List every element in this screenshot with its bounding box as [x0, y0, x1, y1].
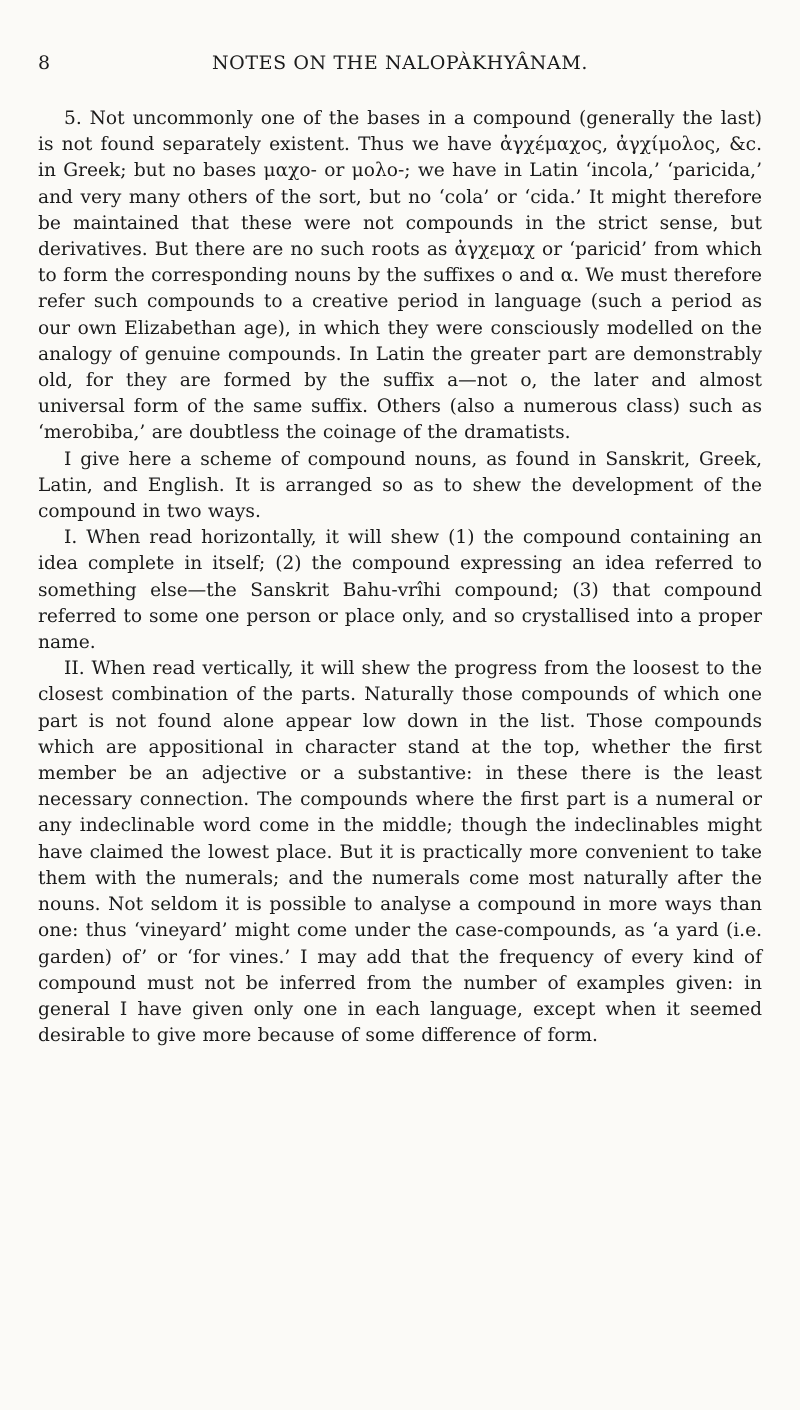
paragraph-vertical-reading: II. When read vertically, it will shew the progress from the loosest to the closest combination of the parts. Naturally those compounds of which one part is not found alone appear low down in the list. Those compounds which are appositional in character stand at the top, whether the first member be an adjective or a substantive: in these there is the least necessary connection. The compounds where the first part is a numeral or any indeclinable word come in the middle; though the indeclinables might have claimed the lowest place. But it is practically more convenient to take them with the numerals; and the numerals come most naturally after the nouns. Not seldom it is possible to analyse a compound in more ways than one: thus ‘vineyard’ might come under the case-compounds, as ‘a yard (i.e. garden) of’ or ‘for vines.’ I may add that the frequency of every kind of compound must not be inferred from the number of examples given: in general I have given only one in each language, except when it seemed desirable to give more because of some difference of form.: [38, 658, 762, 1047]
running-title: NOTES ON THE NALOPÀKHYÂNAM.: [211, 52, 589, 74]
body-text: [38, 106, 762, 1049]
paragraph-horizontal-reading: I. When read horizontally, it will shew (1) the compound containing an idea complete in itself; (2) the compound expressing an idea referred to something else—the Sanskrit Bahu-vrîhi compound; (3) that compound referred to some one person or place only, and so crystallised into a proper name.: [38, 527, 762, 654]
page-number: 8: [38, 52, 51, 74]
running-head: [38, 52, 762, 80]
paragraph-scheme-intro: I give here a scheme of compound nouns, as found in Sanskrit, Greek, Latin, and English. It is arranged so as to shew the development of the compound in two ways.: [38, 448, 762, 523]
paragraph-note-5: 5. Not uncommonly one of the bases in a compound (generally the last) is not found separately existent. Thus we have ἀγχέμαχος, ἀγχίμολος, &c. in Greek; but no bases μαχο- or μολο-; we have in Latin ‘incola,’ ‘paricida,’ and very many others of the sort, but no ‘cola’ or ‘cida.’ It might therefore be maintained that these were not compounds in the strict sense, but derivatives. But there are no such roots as ἀγχεμαχ or ‘paricid’ from which to form the corresponding nouns by the suffixes ο and α. We must therefore refer such compounds to a creative period in language (such a period as our own Elizabethan age), in which they were consciously modelled on the analogy of genuine compounds. In Latin the greater part are demonstrably old, for they are formed by the suffix a—not o, the later and almost universal form of the same suffix. Others (also a numerous class) such as ‘merobiba,’ are doubtless the coinage of the dramatists.: [38, 108, 762, 444]
